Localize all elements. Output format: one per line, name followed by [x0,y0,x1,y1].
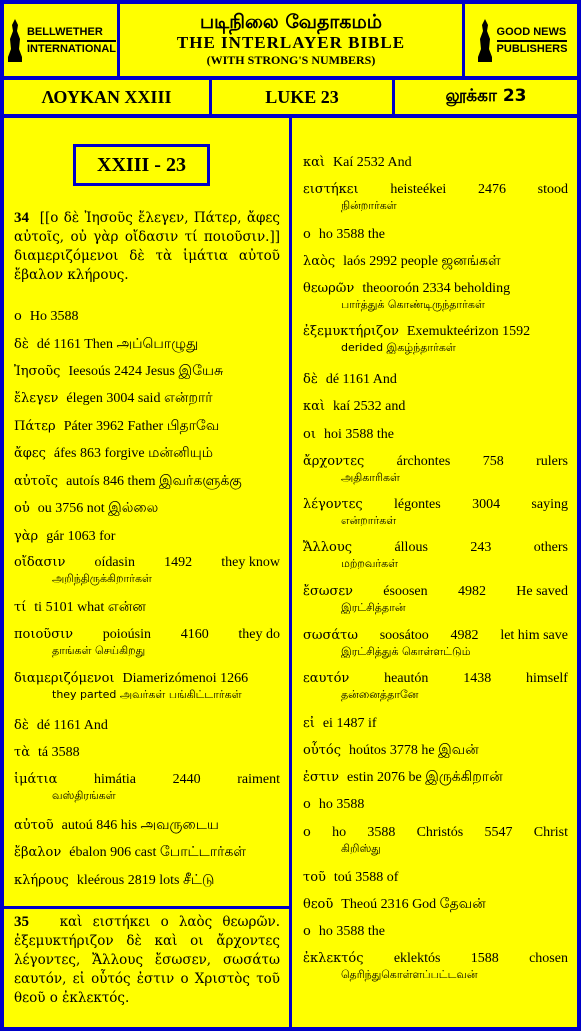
gloss-part: himself [525,671,568,686]
left-entry [14,474,280,491]
gloss-part: élegen 3004 said என்றார் [66,391,213,406]
greek-word: οὐ [14,501,30,516]
greek-word: ο [14,309,22,324]
gloss-part: 5547 [484,825,513,840]
greek-word: ἔσωσεν [303,584,353,599]
greek-word: Ἄλλους [303,540,353,555]
gloss-part: 4982 [457,584,486,599]
right-entry [303,372,568,388]
good-news-logo [475,17,568,63]
gloss-part: ho 3588 the [318,227,385,242]
greek-word: θεωρῶν [303,281,355,296]
greek-word: λαὸς [303,254,336,269]
left-entry [14,600,280,617]
gloss-part: ti 5101 what என்ன [34,600,146,615]
left-entry [14,818,280,835]
entry-line [303,454,568,470]
entry-line [14,627,280,643]
gloss-part: ésoosen [383,584,428,599]
greek-word: σωσάτω [303,628,358,643]
left-entry [14,309,280,325]
greek-word: καὶ [303,155,326,170]
greek-word: ἐξεμυκτήριζον [303,324,399,339]
entry-line [303,671,568,687]
greek-word: αὐτοῦ [14,818,54,833]
gloss-part: Ho 3588 [29,309,79,324]
statue-icon [5,17,25,63]
entry-line [14,309,280,325]
tamil-gloss: நின்றார்கள் [341,199,397,212]
greek-word: γὰρ [14,529,39,544]
entry-line [303,924,568,940]
greek-word: ο [303,797,311,812]
greek-word: τί [14,600,27,615]
right-entry [303,770,568,787]
greek-word: καὶ [303,399,326,414]
entry-line [303,825,568,841]
logo-right-line1: GOOD NEWS [496,25,567,38]
gloss-part: dé 1161 Then அப்பொழுது [36,337,199,352]
entry-line [303,584,568,600]
gloss-part: others [533,540,568,555]
greek-word: δὲ [14,337,29,352]
tamil-gloss: என்றார்கள் [341,514,397,527]
right-entry [303,399,568,415]
entry-line [14,555,280,571]
gloss-part: chosen [529,951,568,966]
entry-line [14,364,280,381]
greek-word: ἐστιν [303,770,340,785]
greek-word: δὲ [14,718,29,733]
right-entry [303,254,568,271]
gloss-part: they know [221,555,280,570]
gloss-part: hoi 3588 the [323,427,394,442]
gloss-part: laós 2992 people ஜனங்கள் [343,254,501,269]
tamil-gloss: மற்றவர்கள் [341,557,399,570]
entry-line [14,772,280,788]
gloss-part: let him save [500,628,568,643]
bellwether-logo [5,17,116,63]
greek-word: εαυτόν [303,671,350,686]
verse-34-number: 34 [14,210,29,226]
right-entry [303,797,568,813]
gloss-part: He saved [516,584,568,599]
gloss-part: hoútos 3778 he இவன் [349,743,479,758]
entry-line [14,474,280,491]
entry-line [303,281,568,297]
entry-line [303,540,568,556]
gloss-part: kleérous 2819 lots சீட்டு [76,873,215,888]
verse-34 [14,209,280,285]
right-entry [303,454,568,485]
verse-35-number: 35 [14,914,29,930]
ref-english-text: LUKE 23 [265,86,339,107]
gloss-part: ou 3756 not இல்லை [37,501,159,516]
entry-line [303,870,568,886]
tamil-gloss: அதிகாரிகள் [341,471,400,484]
left-entry [14,555,280,586]
logo-left-line1: BELLWETHER [26,25,103,38]
gloss-part: gár 1063 for [46,529,116,544]
right-entry [303,584,568,615]
title-tamil: படிநிலை வேதாகமம் [199,11,383,33]
greek-word: λέγοντες [303,497,363,512]
entry-line [303,743,568,760]
entry-line [14,446,280,463]
gloss-part: Christ [533,825,568,840]
left-entry [14,337,280,354]
entry-line [14,671,280,687]
left-entry [14,745,280,761]
gloss-part: 2440 [172,772,201,787]
greek-word: Πάτερ [14,419,56,434]
gloss-part: ei 1487 if [322,716,377,731]
entry-line [303,797,568,813]
entry-line [14,718,280,734]
tamil-gloss: தெரிந்துகொள்ளப்பட்டவன் [341,968,478,981]
gloss-part: 3004 [472,497,501,512]
left-entry [14,391,280,408]
greek-word: ποιοῦσιν [14,627,74,642]
ref-greek [4,80,209,114]
gloss-part: állous [394,540,428,555]
gloss-part: raiment [237,772,280,787]
gloss-part: theooroón 2334 beholding [362,281,511,296]
tamil-gloss: அறிந்திருக்கிறார்கள் [52,572,152,585]
gloss-part: autoís 846 them இவர்களுக்கு [66,474,242,489]
greek-word: οὗτός [303,743,342,758]
left-entry [14,772,280,803]
statue-icon [475,17,495,63]
gloss-part: ho [332,825,347,840]
entry-line [303,227,568,243]
gloss-part: ho 3588 the [318,924,385,939]
gloss-part: 4160 [180,627,209,642]
gloss-part: áfes 863 forgive மன்னியும் [53,446,213,461]
tamil-gloss: இரட்சித்துக் கொள்ளட்டும் [341,645,471,658]
greek-word: διαμεριζόμενοι [14,671,115,686]
greek-word: τὰ [14,745,30,760]
right-entry [303,540,568,571]
gloss-part: himátia [94,772,137,787]
entry-line [303,254,568,271]
right-entry [303,743,568,760]
right-entry [303,281,568,312]
gloss-part: toú 3588 of [333,870,399,885]
verse-35 [14,913,280,1008]
right-entry [303,716,568,732]
chapter-label-text: XXIII - 23 [97,153,186,176]
logo-left-line2: INTERNATIONAL [27,40,116,55]
gloss-part: 1492 [164,555,193,570]
entry-line [14,818,280,835]
right-entry [303,324,568,355]
greek-word: ἐκλεκτός [303,951,364,966]
gloss-part: ébalon 906 cast போட்டார்கள் [69,845,247,860]
greek-word: ἱμάτια [14,772,58,787]
right-entry [303,497,568,528]
gloss-part: Diamerizómenoi 1266 [122,671,249,686]
greek-word: οἴδασιν [14,555,66,570]
greek-word: εἰ [303,716,315,731]
left-entry [14,446,280,463]
gloss-part: oídasin [94,555,135,570]
greek-word: ἔβαλον [14,845,62,860]
left-entry [14,364,280,381]
left-entry [14,627,280,658]
left-entry [14,873,280,890]
tamil-gloss: இரட்சித்தான் [341,601,406,614]
left-entry [14,671,280,702]
gloss-part: 758 [482,454,504,469]
gloss-part: eklektós [393,951,441,966]
entry-line [14,501,280,518]
tamil-gloss: தன்னைத்தானே [341,688,419,701]
gloss-part: stood [537,182,568,197]
greek-word: ο [303,825,311,840]
greek-word: οι [303,427,316,442]
gloss-part: Ieesoús 2424 Jesus இயேசு [68,364,224,379]
gloss-part: Exemukteérizon 1592 [406,324,531,339]
greek-word: Ἰησοῦς [14,364,61,379]
gloss-part: heautón [384,671,429,686]
gloss-part: árchontes [396,454,451,469]
gloss-part: tá 3588 [37,745,80,760]
right-entry [303,227,568,243]
left-entry [14,529,280,545]
entry-line [303,324,568,340]
tamil-gloss: வஸ்திரங்கள் [52,789,116,802]
tamil-gloss: கிறிஸ்து [341,842,381,855]
gloss-part: dé 1161 And [325,372,397,387]
gloss-part: 3588 [367,825,396,840]
gloss-part: Kaí 2532 And [333,155,412,170]
greek-word: θεοῦ [303,897,334,912]
entry-line [14,845,280,862]
tamil-gloss: they parted அவர்கள் பங்கிட்டார்கள் [52,688,242,701]
gloss-part: rulers [536,454,568,469]
right-entry [303,897,568,914]
greek-word: ειστήκει [303,182,359,197]
entry-line [14,419,280,436]
greek-word: ἔλεγεν [14,391,59,406]
entry-line [303,628,568,644]
entry-line [14,745,280,761]
gloss-part: 2476 [477,182,506,197]
entry-line [303,372,568,388]
gloss-part: soosátoo [379,628,429,643]
greek-word: κλήρους [14,873,69,888]
gloss-part: ho 3588 [318,797,365,812]
greek-word: δὲ [303,372,318,387]
entry-line [303,427,568,443]
left-entry [14,501,280,518]
gloss-part: kaí 2532 and [333,399,406,414]
tamil-gloss: derided இகழ்ந்தார்கள் [341,341,456,354]
entry-line [14,873,280,890]
entry-line [303,182,568,198]
right-entry [303,628,568,659]
entry-line [303,399,568,415]
greek-word: ο [303,227,311,242]
gloss-part: Páter 3962 Father பிதாவே [63,419,220,434]
entry-line [14,529,280,545]
entry-line [303,897,568,914]
left-entry [14,718,280,734]
right-entry [303,951,568,982]
ref-tamil-text: லூக்கா 23 [445,86,527,106]
verse-35-text: καὶ ειστήκει ο λαὸς θεωρῶν. ἐξεμυκτήριζον δὲ καὶ οι ἄρχοντες λέγοντες, Ἄλλους ἔσωσεν, σωσάτω εαυτόν, εἰ οὗτός ἐστιν ο Χριστὸς τοῦ θεοῦ ο ἐκλεκτός. [14,914,281,1006]
gloss-part: dé 1161 And [36,718,108,733]
chapter-label [73,144,210,186]
header-logo-left-box [4,4,117,76]
gloss-part: 243 [470,540,492,555]
greek-word: αὐτοῖς [14,474,59,489]
gloss-part: estin 2076 be இருக்கிறான் [347,770,503,785]
gloss-part: Theoú 2316 God தேவன் [341,897,486,912]
gloss-part: heisteékei [390,182,447,197]
gloss-part: 4982 [450,628,479,643]
logo-right-line2: PUBLISHERS [497,40,568,55]
gloss-part: légontes [394,497,441,512]
right-entry [303,427,568,443]
left-entry [14,845,280,862]
gloss-part: 1588 [470,951,499,966]
greek-word: ἄρχοντες [303,454,365,469]
entry-line [303,716,568,732]
header-title-box [120,4,462,76]
ref-english [212,80,392,114]
entry-line [303,770,568,787]
gloss-part: 1438 [463,671,492,686]
right-entry [303,825,568,856]
ref-tamil [395,80,577,114]
entry-line [303,155,568,171]
gloss-part: autoú 846 his அவருடைய [61,818,219,833]
entry-line [14,600,280,617]
ref-greek-text: ΛΟΥΚΑΝ XXIII [41,86,172,107]
right-entry [303,870,568,886]
right-entry [303,182,568,213]
greek-word: ἄφες [14,446,46,461]
right-entry [303,924,568,940]
gloss-part: they do [238,627,280,642]
title-english: THE INTERLAYER BIBLE [176,33,406,52]
greek-word: τοῦ [303,870,326,885]
tamil-gloss: தாங்கள் செய்கிறது [52,644,146,657]
greek-word: ο [303,924,311,939]
left-entry [14,419,280,436]
subtitle: (WITH STRONG'S NUMBERS) [206,53,376,67]
gloss-part: poioúsin [102,627,151,642]
entry-line [14,391,280,408]
header-logo-right-box [465,4,577,76]
right-entry [303,155,568,171]
gloss-part: Christós [416,825,464,840]
entry-line [303,951,568,967]
right-entry [303,671,568,702]
entry-line [14,337,280,354]
gloss-part: saying [531,497,568,512]
entry-line [303,497,568,513]
verse-34-text: [[ο δὲ Ἰησοῦς ἔλεγεν, Πάτερ, ἄφες αὐτοῖς, οὐ γὰρ οἴδασιν τί ποιοῦσιν.]] διαμεριζόμενοι δὲ τὰ ἱμάτια αὐτοῦ ἔβαλον κλήρους. [14,210,280,283]
tamil-gloss: பார்த்துக் கொண்டிருந்தார்கள் [341,298,485,311]
